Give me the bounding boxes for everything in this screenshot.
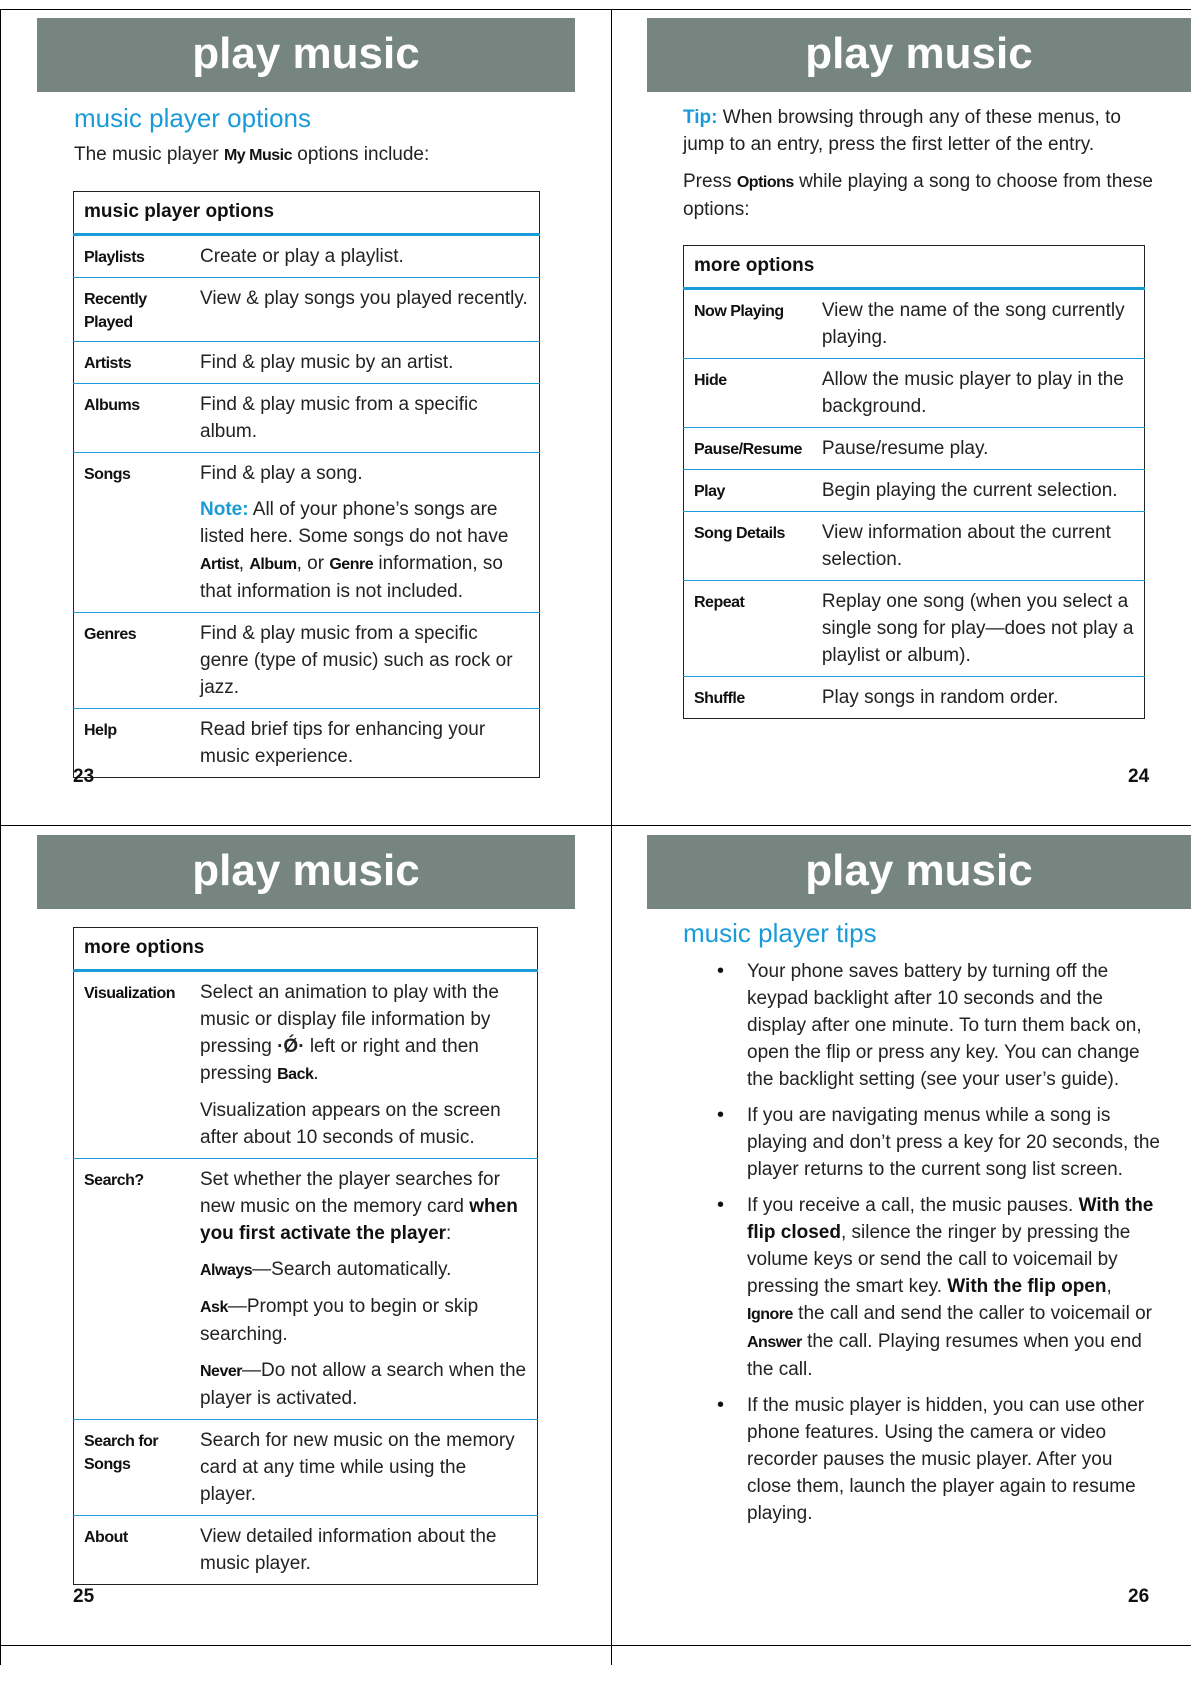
table-row (74, 1420, 538, 1516)
page-number: 23 (73, 766, 95, 787)
tip-body: When browsing through any of these menus, to jump to an entry, press the first letter of the entry. (683, 107, 1121, 155)
list-item (683, 958, 1161, 1093)
page-23 (0, 0, 611, 825)
my-music-key: My Music (223, 147, 292, 164)
back-key: Back (277, 1066, 314, 1083)
table-header-row (74, 192, 540, 235)
option-desc: View & play songs you played recently. (190, 278, 540, 342)
bullet-icon: • (717, 1104, 725, 1126)
songs-note (200, 496, 529, 605)
option-key: Search? (84, 1172, 144, 1189)
option-desc: View information about the current selection. (812, 512, 1145, 581)
always-key: Always (200, 1262, 253, 1279)
option-desc: Create or play a playlist. (190, 235, 540, 278)
option-desc: Pause/resume play. (812, 428, 1145, 470)
table-row (74, 342, 540, 384)
list-item (683, 1192, 1161, 1383)
table-row (74, 1516, 538, 1585)
tip-part: , (1106, 1276, 1112, 1297)
intro-text (74, 141, 544, 169)
option-key: Play (694, 483, 725, 500)
desc-text: : (446, 1223, 452, 1244)
table-row (684, 359, 1145, 428)
list-item (683, 1392, 1161, 1527)
options-key: Options (736, 174, 794, 191)
table-row (684, 581, 1145, 677)
desc-text: —Search automatically. (252, 1259, 452, 1280)
tip-text: Your phone saves battery by turning off the keypad backlight after 10 seconds and the display after one minute. To turn them back on, open the flip or press any key. You can change the backlight setting (see your user’s guide). (747, 961, 1142, 1090)
never-key: Never (200, 1363, 242, 1380)
bullet-icon: • (717, 1394, 725, 1416)
table-row (684, 289, 1145, 359)
table-row (74, 709, 540, 778)
option-key: Songs (84, 466, 131, 483)
tips-list (683, 958, 1161, 1536)
table-row (74, 971, 538, 1159)
page-26 (611, 826, 1191, 1646)
option-key: Song Details (694, 525, 785, 542)
option-key: Now Playing (694, 303, 784, 320)
desc-text: Select an animation to play with the music or display file information by pressing (200, 982, 499, 1057)
table-header: more options (684, 246, 1145, 289)
desc-bold: when you first activate the player (200, 1196, 518, 1244)
table-row (74, 453, 540, 613)
option-desc: Search for new music on the memory card at any time while using the player. (190, 1420, 538, 1516)
option-desc: Play songs in random order. (812, 677, 1145, 719)
option-key: Albums (84, 397, 140, 414)
option-key: Visualization (84, 985, 176, 1002)
option-desc: Allow the music player to play in the background. (812, 359, 1145, 428)
nav-key-icon: ·Ǿ· (277, 1036, 305, 1057)
table-row (684, 428, 1145, 470)
table-row (74, 278, 540, 342)
tip-bold: With the flip closed (747, 1195, 1154, 1243)
option-desc (200, 979, 527, 1088)
never-option (200, 1357, 527, 1412)
tip-label: Tip: (683, 107, 718, 128)
option-extra: Visualization appears on the screen after about 10 seconds of music. (200, 1100, 501, 1148)
note-text: information, so that information is not included. (200, 553, 504, 602)
option-desc: Find & play music from a specific genre (type of music) such as rock or jazz. (190, 613, 540, 709)
note-sep: , (238, 553, 250, 574)
option-desc: Read brief tips for enhancing your music experience. (190, 709, 540, 778)
desc-text: . (313, 1063, 319, 1084)
tip-bold: With the flip open (947, 1276, 1107, 1297)
note-label: Note: (200, 499, 249, 520)
page-banner: play music (647, 18, 1191, 92)
tip-part: the call. Playing resumes when you end the call. (747, 1331, 1142, 1380)
tip-text: If the music player is hidden, you can use other phone features. Using the camera or video recorder pauses the music player. After you close them, launch the player again to resume playing. (747, 1395, 1145, 1524)
table-header-row (684, 246, 1145, 289)
list-item (683, 1102, 1161, 1183)
table-row (74, 235, 540, 278)
desc-text: —Prompt you to begin or skip searching. (200, 1296, 479, 1345)
table-header: more options (74, 928, 538, 971)
note-sep: , or (296, 553, 330, 574)
ask-option (200, 1293, 527, 1348)
option-desc (200, 1166, 527, 1247)
tip-text (683, 104, 1153, 158)
tip-part: If you receive a call, the music pauses. (747, 1195, 1079, 1216)
option-key: Pause/Resume (694, 441, 802, 458)
option-key: Search for Songs (84, 1433, 159, 1473)
option-desc: Replay one song (when you select a single song for play—does not play a playlist or album). (812, 581, 1145, 677)
section-heading: music player tips (683, 918, 877, 948)
option-key: Genres (84, 626, 137, 643)
option-key: Repeat (694, 594, 745, 611)
section-heading: music player options (74, 103, 311, 133)
page-number: 26 (1128, 1586, 1150, 1607)
tip-text (747, 1195, 1153, 1380)
option-desc: Find & play a song. (200, 463, 363, 484)
page-banner: play music (647, 835, 1191, 909)
press-pre: Press (683, 171, 737, 192)
bullet-icon: • (717, 960, 725, 982)
more-options-table (73, 927, 538, 1585)
option-desc: View detailed information about the music player. (190, 1516, 538, 1585)
option-key: Help (84, 722, 117, 739)
bullet-icon: • (717, 1194, 725, 1216)
table-row (684, 677, 1145, 719)
tip-part: , silence the ringer by pressing the volume keys or send the call to voicemail by pressing the smart key. (747, 1222, 1131, 1297)
option-desc: Begin playing the current selection. (812, 470, 1145, 512)
table-row (74, 384, 540, 453)
table-row (74, 1159, 538, 1420)
tip-part: the call and send the caller to voicemail or (792, 1303, 1152, 1324)
tip-text: If you are navigating menus while a song is playing and don’t press a key for 20 seconds, the player returns to the current song list screen. (747, 1105, 1160, 1180)
page-25 (0, 826, 611, 1646)
page-24 (611, 0, 1191, 825)
table-row (684, 470, 1145, 512)
page-number: 25 (73, 1586, 95, 1607)
page-number: 24 (1128, 766, 1150, 787)
album-key: Album (249, 556, 297, 573)
artist-key: Artist (200, 556, 239, 573)
desc-text: —Do not allow a search when the player is activated. (200, 1360, 527, 1409)
music-player-options-table (73, 191, 540, 778)
press-options-text (683, 168, 1153, 223)
intro-text-post: options include: (291, 144, 430, 165)
table-header-row (74, 928, 538, 971)
note-text: All of your phone’s songs are listed here. Some songs do not have (200, 499, 509, 547)
intro-text-pre: The music player (74, 144, 224, 165)
answer-key: Answer (747, 1334, 802, 1351)
option-key: Artists (84, 355, 132, 372)
table-header: music player options (74, 192, 540, 235)
more-options-table (683, 245, 1145, 719)
genre-key: Genre (329, 556, 374, 573)
page-banner: play music (37, 18, 575, 92)
option-desc: Find & play music from a specific album. (190, 384, 540, 453)
always-option (200, 1256, 527, 1284)
option-key: Hide (694, 372, 727, 389)
ignore-key: Ignore (747, 1306, 793, 1323)
option-key: About (84, 1529, 128, 1546)
option-desc: View the name of the song currently playing. (812, 289, 1145, 359)
table-row (74, 613, 540, 709)
option-key: Playlists (84, 249, 145, 266)
ask-key: Ask (200, 1299, 228, 1316)
option-key: Shuffle (694, 690, 745, 707)
table-row (684, 512, 1145, 581)
page-banner: play music (37, 835, 575, 909)
press-post: while playing a song to choose from these options: (683, 171, 1153, 220)
desc-text: left or right and then pressing (200, 1036, 479, 1084)
option-key: Recently Played (84, 291, 147, 331)
option-desc: Find & play music by an artist. (190, 342, 540, 384)
desc-text: Set whether the player searches for new music on the memory card (200, 1169, 500, 1217)
